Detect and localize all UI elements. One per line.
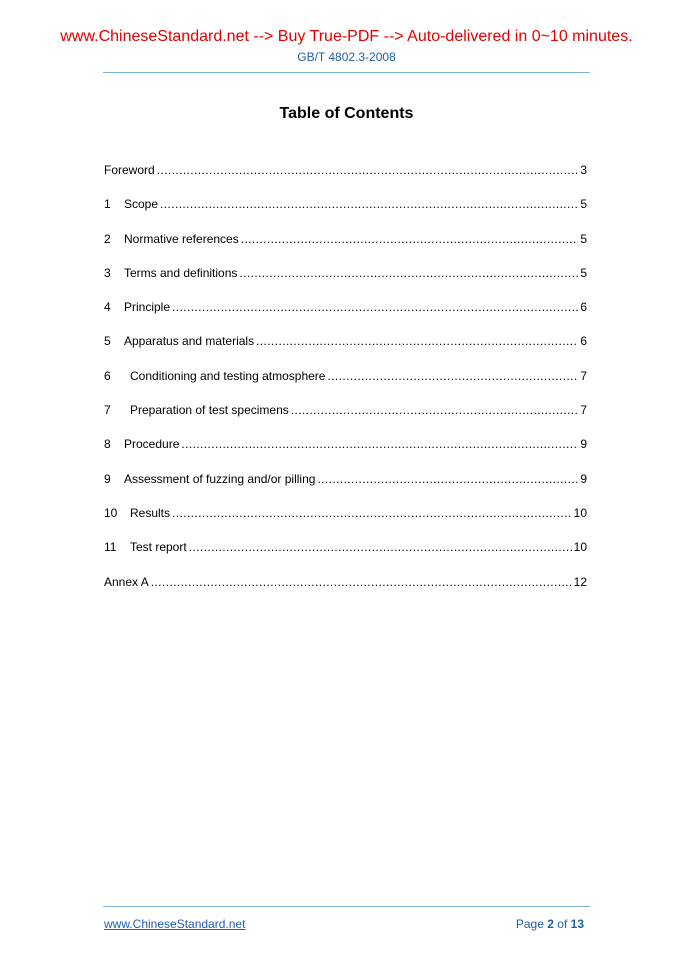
toc-entry-scope[interactable] <box>104 196 587 230</box>
toc-entry-label: Foreword <box>104 163 155 177</box>
toc-entry-page: 5 <box>580 197 587 212</box>
toc-entry-page: 5 <box>580 265 587 280</box>
toc-leader-dots <box>317 471 578 487</box>
toc-entry-text: Conditioning and testing atmosphere <box>130 368 326 383</box>
toc-entry-terms-and-definitions[interactable] <box>104 265 587 299</box>
toc-entry-page: 6 <box>580 334 587 349</box>
toc-title: Table of Contents <box>279 105 414 122</box>
toc-entry-text: Terms and definitions <box>124 265 238 280</box>
toc-entry-text: Preparation of test specimens <box>130 403 289 418</box>
toc-leader-dots <box>189 539 572 555</box>
page-current: 2 <box>547 917 554 931</box>
toc-entry-procedure[interactable] <box>104 436 587 470</box>
toc-leader-dots <box>241 231 579 247</box>
toc-entry-page: 7 <box>580 368 587 383</box>
toc-entry-number: 5 <box>104 334 111 349</box>
toc-entry-page: 9 <box>580 471 587 486</box>
toc-entry-label <box>104 402 289 418</box>
toc-leader-dots <box>172 299 578 315</box>
toc-entry-page: 7 <box>580 403 587 418</box>
toc-entry-label <box>104 265 237 281</box>
toc-entry-number: 8 <box>104 437 111 452</box>
toc-entry-page: 3 <box>580 163 587 177</box>
toc-entry-text: Results <box>130 505 171 520</box>
toc-entry-text: Normative references <box>124 231 239 246</box>
toc-entry-normative-references[interactable] <box>104 231 587 265</box>
toc-entry-annex-a[interactable] <box>104 574 587 608</box>
table-of-contents <box>104 162 587 608</box>
toc-entry-page: 10 <box>573 505 587 520</box>
toc-entry-number: 3 <box>104 265 111 280</box>
toc-entry-preparation[interactable] <box>104 402 587 436</box>
toc-leader-dots <box>157 162 579 178</box>
footer-website-link[interactable]: www.ChineseStandard.net <box>104 917 246 931</box>
toc-entry-foreword[interactable] <box>104 162 587 196</box>
toc-entry-label <box>104 436 179 452</box>
header-divider <box>103 72 590 73</box>
document-id: GB/T 4802.3-2008 <box>297 50 396 64</box>
toc-entry-label <box>104 299 170 315</box>
toc-entry-label <box>104 333 254 349</box>
promo-banner: www.ChineseStandard.net --> Buy True-PDF --> Auto-delivered in 0~10 minutes. <box>60 28 633 45</box>
toc-leader-dots <box>160 196 578 212</box>
toc-leader-dots <box>239 265 578 281</box>
toc-entry-label <box>104 196 158 212</box>
toc-entry-number: 10 <box>104 505 118 520</box>
toc-leader-dots <box>256 333 578 349</box>
toc-entry-label <box>104 231 239 247</box>
toc-entry-test-report[interactable] <box>104 539 587 573</box>
toc-leader-dots <box>151 574 572 590</box>
toc-entry-label <box>104 505 170 521</box>
toc-entry-text: Principle <box>124 300 171 315</box>
toc-leader-dots <box>172 505 572 521</box>
toc-entry-page: 5 <box>580 231 587 246</box>
toc-entry-page: 9 <box>580 437 587 452</box>
toc-entry-principle[interactable] <box>104 299 587 333</box>
toc-entry-label <box>104 539 187 555</box>
toc-entry-label: Annex A <box>104 574 149 589</box>
toc-entry-number: 6 <box>104 368 111 383</box>
toc-entry-text: Procedure <box>124 437 180 452</box>
page-number <box>516 916 584 932</box>
page-total: 13 <box>570 917 584 931</box>
toc-entry-label <box>104 471 315 487</box>
toc-entry-number: 2 <box>104 231 111 246</box>
toc-entry-results[interactable] <box>104 505 587 539</box>
footer-divider <box>103 906 590 907</box>
toc-entry-number: 7 <box>104 403 111 418</box>
toc-entry-text: Assessment of fuzzing and/or pilling <box>124 471 316 486</box>
toc-entry-page: 6 <box>580 300 587 315</box>
toc-entry-number: 1 <box>104 197 111 212</box>
toc-leader-dots <box>291 402 579 418</box>
toc-entry-text: Test report <box>130 540 187 555</box>
toc-entry-number: 11 <box>104 540 117 555</box>
toc-entry-page: 12 <box>573 574 587 589</box>
toc-leader-dots <box>181 436 578 452</box>
toc-entry-number: 9 <box>104 471 111 486</box>
toc-entry-number: 4 <box>104 300 111 315</box>
toc-entry-page: 10 <box>573 540 587 555</box>
toc-entry-text: Apparatus and materials <box>124 334 255 349</box>
toc-entry-text: Scope <box>124 197 159 212</box>
toc-entry-apparatus-and-materials[interactable] <box>104 333 587 367</box>
toc-entry-label <box>104 368 325 384</box>
toc-entry-conditioning[interactable] <box>104 368 587 402</box>
page-prefix: Page <box>515 917 544 931</box>
toc-leader-dots <box>327 368 578 384</box>
toc-entry-assessment[interactable] <box>104 471 587 505</box>
page-of: of <box>557 917 568 931</box>
